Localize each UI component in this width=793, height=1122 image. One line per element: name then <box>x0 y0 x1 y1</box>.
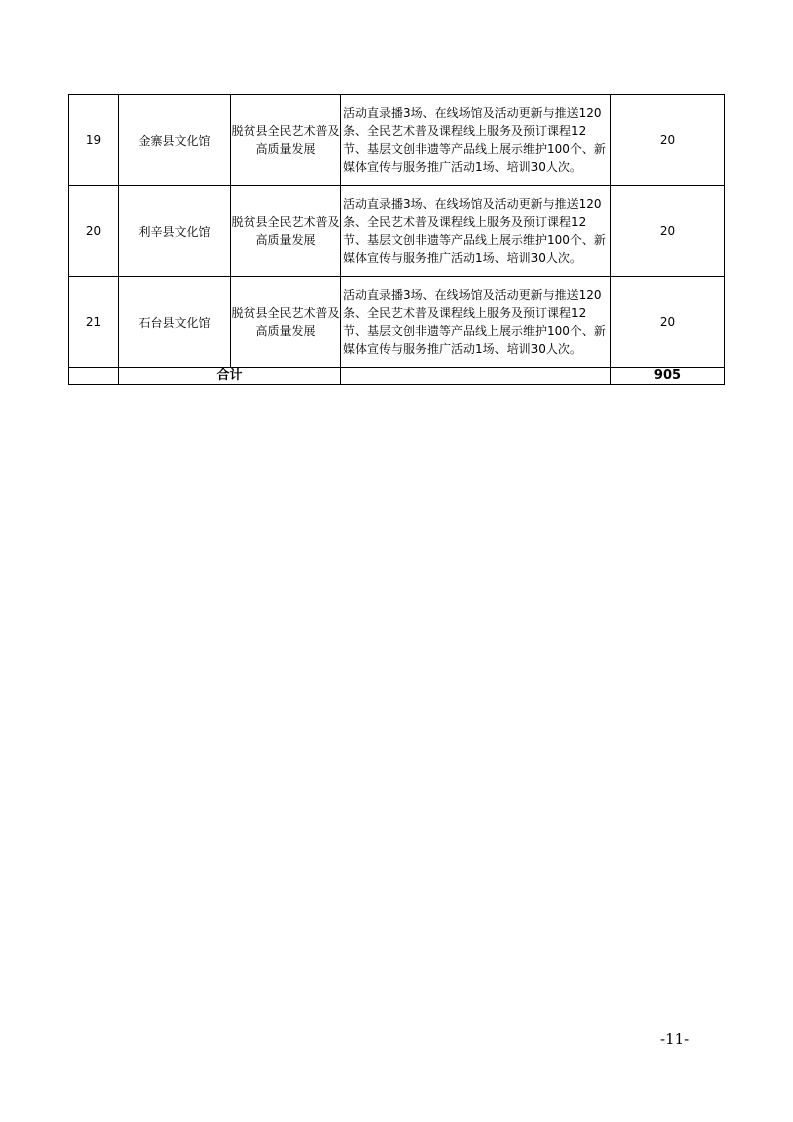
row-number: 20 <box>69 186 119 277</box>
page-number: -11- <box>660 1030 690 1048</box>
unit-name: 利辛县文化馆 <box>119 186 231 277</box>
total-amount: 905 <box>611 368 725 385</box>
project-name: 脱贫县全民艺术普及高质量发展 <box>231 186 341 277</box>
project-content: 活动直录播3场、在线场馆及活动更新与推送120条、全民艺术普及课程线上服务及预订课程12节、基层文创非遗等产品线上展示维护100个、新媒体宣传与服务推广活动1场、培训30人次。 <box>341 95 611 186</box>
table-row <box>69 186 725 277</box>
unit-name: 石台县文化馆 <box>119 277 231 368</box>
project-content: 活动直录播3场、在线场馆及活动更新与推送120条、全民艺术普及课程线上服务及预订课程12节、基层文创非遗等产品线上展示维护100个、新媒体宣传与服务推广活动1场、培训30人次。 <box>341 186 611 277</box>
row-number: 19 <box>69 95 119 186</box>
project-name: 脱贫县全民艺术普及高质量发展 <box>231 95 341 186</box>
amount: 20 <box>611 186 725 277</box>
unit-name: 金寨县文化馆 <box>119 95 231 186</box>
project-content: 活动直录播3场、在线场馆及活动更新与推送120条、全民艺术普及课程线上服务及预订课程12节、基层文创非遗等产品线上展示维护100个、新媒体宣传与服务推广活动1场、培训30人次。 <box>341 277 611 368</box>
total-empty-content <box>341 368 611 385</box>
table-row <box>69 277 725 368</box>
total-label: 合计 <box>119 368 341 385</box>
funding-table <box>68 94 725 385</box>
total-row <box>69 368 725 385</box>
table-row <box>69 95 725 186</box>
amount: 20 <box>611 95 725 186</box>
amount: 20 <box>611 277 725 368</box>
project-name: 脱贫县全民艺术普及高质量发展 <box>231 277 341 368</box>
total-empty-cell <box>69 368 119 385</box>
row-number: 21 <box>69 277 119 368</box>
